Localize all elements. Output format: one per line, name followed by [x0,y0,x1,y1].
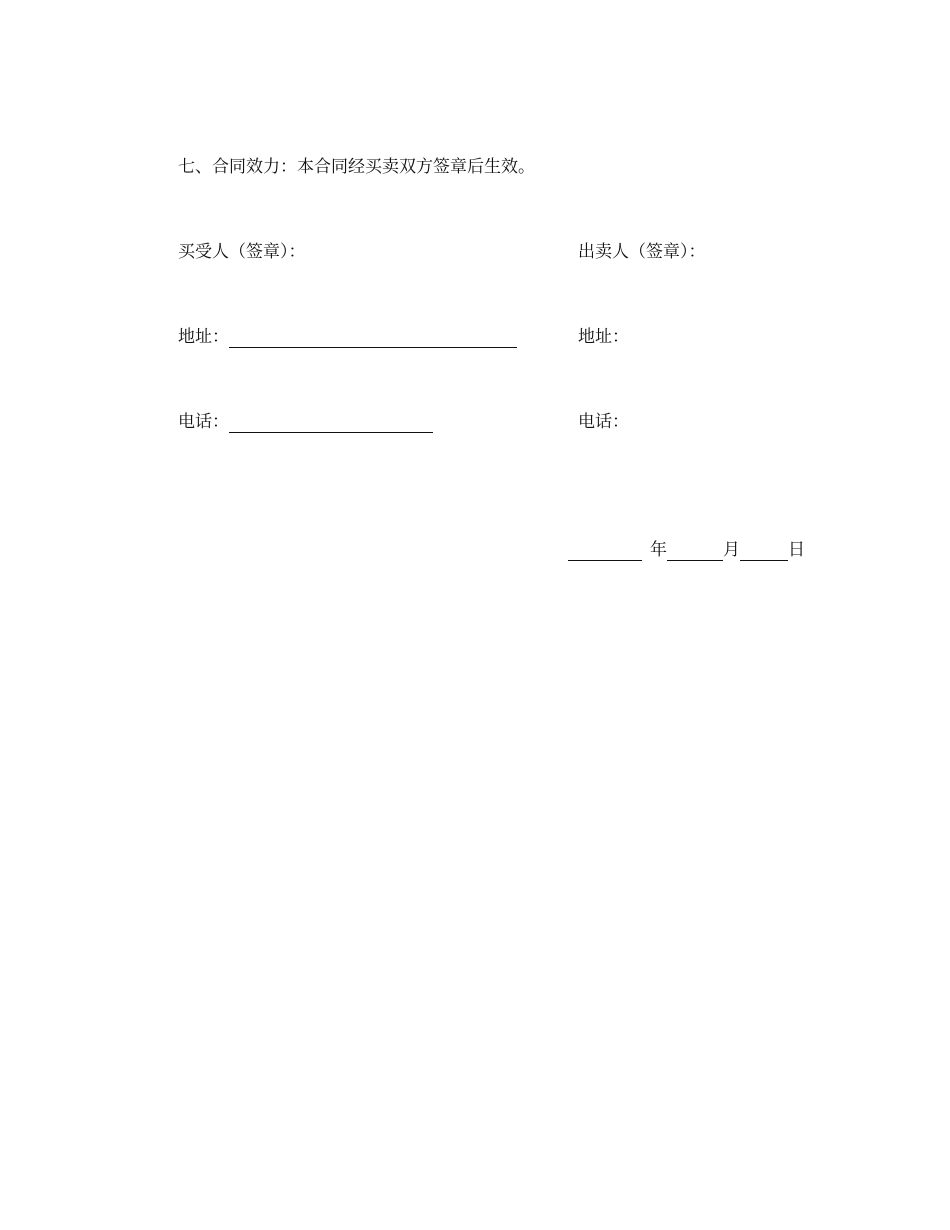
seller-address-label: 地址： [578,327,629,347]
month-label: 月 [723,540,740,560]
buyer-phone-row [178,411,433,433]
day-label: 日 [788,540,805,560]
buyer-address-label: 地址： [178,327,229,347]
seller-signature-label: 出卖人（签章）： [578,242,706,262]
day-blank[interactable] [740,542,788,561]
year-blank[interactable] [568,542,642,561]
seller-phone-label: 电话： [578,412,629,432]
buyer-phone-label: 电话： [178,412,229,432]
clause-effectiveness: 七、合同效力：本合同经买卖双方签章后生效。 [178,157,535,177]
buyer-phone-blank[interactable] [229,414,433,433]
year-label: 年 [650,540,667,560]
buyer-signature-label: 买受人（签章）： [178,242,306,262]
month-blank[interactable] [667,542,723,561]
buyer-address-blank[interactable] [229,329,517,348]
buyer-address-row [178,326,517,348]
date-row [568,539,805,561]
